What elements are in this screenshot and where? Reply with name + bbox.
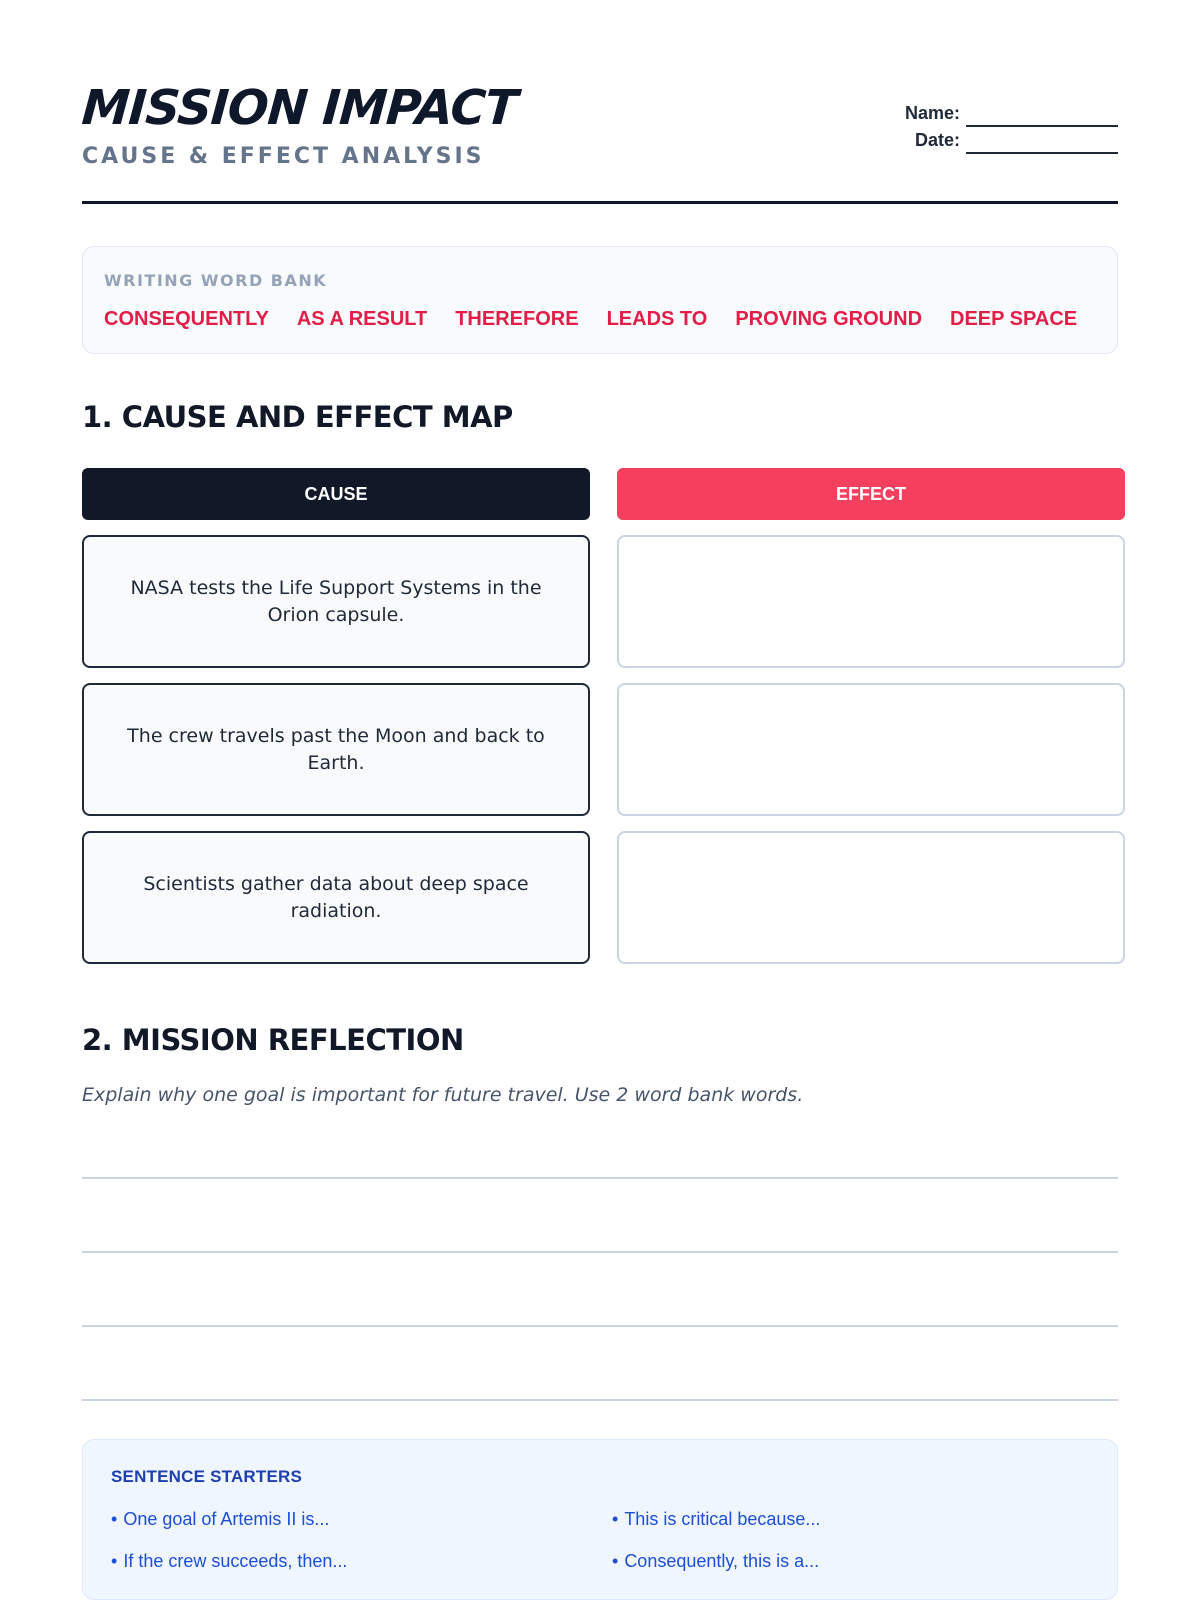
bullet-icon: • (111, 1551, 118, 1571)
sentence-starters-title: SENTENCE STARTERS (111, 1467, 303, 1486)
word-bank-word: PROVING GROUND (735, 308, 923, 330)
cause-box: The crew travels past the Moon and back to Earth. (82, 683, 590, 816)
worksheet-subtitle: CAUSE & EFFECT ANALYSIS (82, 144, 485, 169)
bullet-icon: • (111, 1509, 118, 1529)
cause-box: Scientists gather data about deep space radiation. (82, 831, 590, 964)
name-row (905, 100, 1118, 127)
writing-line[interactable] (82, 1251, 1118, 1253)
effect-answer-box[interactable] (617, 683, 1125, 816)
reflection-instruction: Explain why one goal is important for future travel. Use 2 word bank words. (82, 1084, 804, 1106)
effect-answer-box[interactable] (617, 535, 1125, 668)
word-bank-label: WRITING WORD BANK (104, 271, 328, 290)
sentence-starter-text: If the crew succeeds, then... (123, 1551, 348, 1571)
date-row (905, 127, 1118, 154)
word-bank (82, 246, 1118, 354)
word-bank-list (104, 308, 1096, 331)
cause-column-header: CAUSE (82, 468, 590, 520)
word-bank-word: DEEP SPACE (950, 308, 1078, 330)
sentence-starter-item (612, 1509, 1089, 1530)
sentence-starters-list (111, 1509, 1089, 1572)
section-2-title: 2. MISSION REFLECTION (82, 1023, 464, 1057)
date-field[interactable] (966, 136, 1118, 154)
worksheet-header (80, 80, 1118, 204)
word-bank-word: AS A RESULT (296, 308, 428, 330)
sentence-starter-item (612, 1551, 1089, 1572)
word-bank-word: THEREFORE (455, 308, 579, 330)
writing-line[interactable] (82, 1399, 1118, 1401)
writing-line[interactable] (82, 1177, 1118, 1179)
cause-box: NASA tests the Life Support Systems in the Orion capsule. (82, 535, 590, 668)
word-bank-word: LEADS TO (606, 308, 708, 330)
date-label: Date: (914, 130, 960, 150)
sentence-starter-item (111, 1551, 612, 1572)
writing-line[interactable] (82, 1325, 1118, 1327)
word-bank-word: CONSEQUENTLY (104, 308, 269, 330)
sentence-starter-text: This is critical because... (624, 1509, 821, 1529)
sentence-starter-text: Consequently, this is a... (624, 1551, 820, 1571)
name-field[interactable] (966, 109, 1118, 127)
sentence-starter-text: One goal of Artemis II is... (123, 1509, 330, 1529)
student-info (905, 100, 1118, 154)
bullet-icon: • (612, 1551, 619, 1571)
section-1-title: 1. CAUSE AND EFFECT MAP (82, 400, 513, 434)
sentence-starter-item (111, 1509, 612, 1530)
name-label: Name: (904, 103, 960, 123)
bullet-icon: • (612, 1509, 619, 1529)
effect-column-header: EFFECT (617, 468, 1125, 520)
sentence-starters (82, 1439, 1118, 1600)
worksheet-title: MISSION IMPACT (80, 80, 519, 136)
effect-answer-box[interactable] (617, 831, 1125, 964)
header-divider (82, 201, 1118, 204)
